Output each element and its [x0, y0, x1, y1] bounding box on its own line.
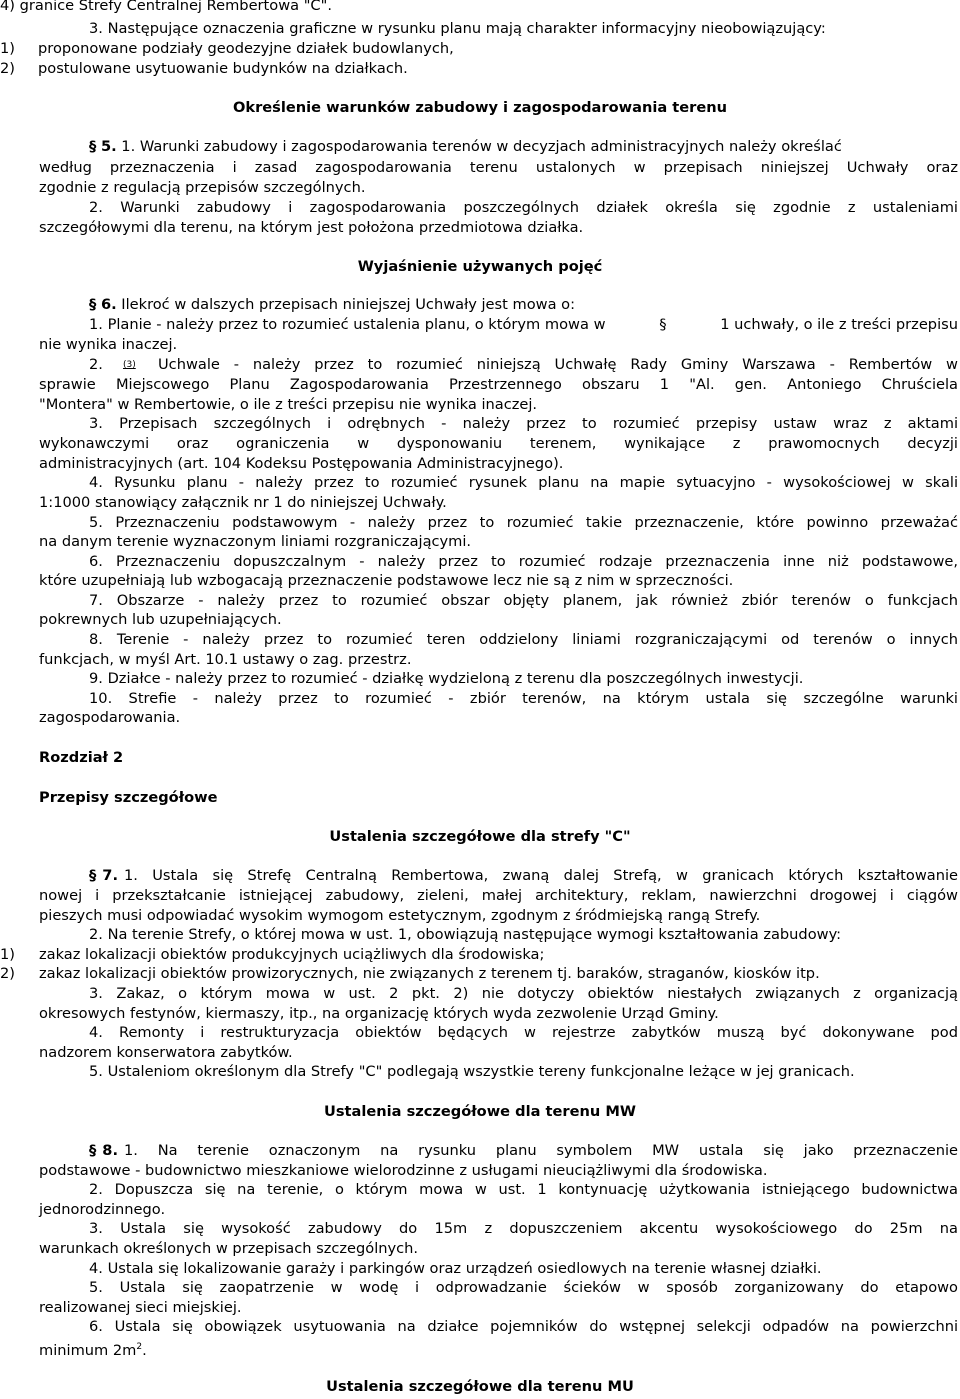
paragraph-number: 6. — [100, 296, 117, 313]
paragraph-line: 6. Przeznaczeniu dopuszczalnym - należy przez to rozumieć rodzaje przeznaczenia inne niż podstawowe, — [89, 553, 958, 570]
paragraph-text: Ilekroć w dalszych przepisach niniejszej Uchwały jest mowa o: — [116, 296, 576, 313]
paragraph-line: 2. Dopuszcza się na terenie, o którym mowa w ust. 1 kontynuację użytkowania istniejącego budownictwa — [89, 1181, 958, 1198]
list-item — [0, 964, 960, 984]
paragraph-line — [89, 1141, 958, 1161]
paragraph-line: szczegółowymi dla terenu, na którym jest położona przedmiotowa działka. — [39, 219, 584, 236]
list-number: 2) — [0, 965, 15, 982]
paragraph-line — [89, 295, 960, 315]
paragraph-line: zgodnie z regulacją przepisów szczególnych. — [39, 179, 366, 196]
paragraph-sign: § — [89, 296, 97, 313]
paragraph-line: 2. Na terenie Strefy, o której mowa w ust. 1, obowiązują następujące wymogi kształtowania zabudowy: — [89, 926, 842, 943]
list-item — [0, 945, 960, 965]
superscript: 2 — [136, 1342, 143, 1352]
paragraph-line: 9. Działce - należy przez to rozumieć - działkę wydzieloną z terenu dla poszczególnych inwestycji. — [89, 670, 804, 687]
paragraph-text: . — [142, 1342, 147, 1359]
paragraph-line: które uzupełniają lub wzbogacają przeznaczenie podstawowe lecz nie są z nim w sprzeczności. — [39, 572, 734, 589]
section-heading: Ustalenia szczegółowe dla terenu MW — [323, 1103, 636, 1120]
definition-text: 1. Planie - należy przez to rozumieć ustalenia planu, o którym mowa w — [89, 316, 606, 333]
paragraph-line: 8. Terenie - należy przez to rozumieć teren oddzielony liniami rozgraniczającymi od terenów o innych — [89, 631, 958, 648]
paragraph-line: 7. Obszarze - należy przez to rozumieć obszar objęty planem, jak również zbiór terenów o funkcjach — [89, 592, 958, 609]
paragraph-line: 3. Ustala się wysokość zabudowy do 15m z dopuszczeniem akcentu wysokościowego do 25m na — [89, 1220, 958, 1237]
paragraph-text: minimum 2m — [39, 1342, 137, 1359]
paragraph-line: 5. Ustaleniom określonym dla Strefy "C" podlegają wszystkie tereny funkcjonalne leżące w jej granicach. — [89, 1063, 855, 1080]
paragraph-number: 5. — [100, 138, 117, 155]
paragraph-line: na danym terenie wyznaczonym liniami rozgraniczającymi. — [39, 533, 472, 550]
list-item-text: 4) granice Strefy Centralnej Rembertowa "C". — [0, 0, 332, 14]
paragraph-sign: § — [89, 1142, 97, 1159]
paragraph-sign: § — [89, 867, 97, 884]
list-item-text: zakaz lokalizacji obiektów produkcyjnych uciążliwych dla środowiska; — [39, 946, 545, 963]
paragraph-line: 4. Remonty i restrukturyzacja obiektów będących w rejestrze zabytków muszą być dokonywane pod — [89, 1024, 958, 1041]
paragraph-line: nowej i przekształcanie istniejącej zabudowy, zieleni, małej architektury, reklam, nawierzchni drogowej i ciągów — [39, 887, 958, 904]
paragraph-line: nadzorem konserwatora zabytków. — [39, 1044, 293, 1061]
paragraph-line: według przeznaczenia i zasad zagospodarowania terenu ustalonych w przepisach niniejszej Uchwały oraz — [39, 159, 958, 176]
list-number: 1) — [0, 946, 15, 963]
paragraph-line: 6. Ustala się obowiązek usytuowania na działce pojemników do wstępnej selekcji odpadów na powierzchni — [89, 1318, 958, 1335]
list-item-text: postulowane usytuowanie budynków na działkach. — [38, 60, 408, 77]
paragraph-line: 5. Przeznaczeniu podstawowym - należy przez to rozumieć takie przeznaczenie, które powinno przeważać — [89, 514, 958, 531]
paragraph-line: pieszych musi odpowiadać wysokim wymogom estetycznym, zgodnym z śródmiejską rangą Strefy. — [39, 907, 761, 924]
footnote-reference-link[interactable]: (3) — [123, 360, 136, 370]
paragraph-line — [89, 866, 958, 886]
paragraph-line — [39, 1337, 960, 1361]
paragraph-line: 3. Następujące oznaczenia graficzne w rysunku planu mają charakter informacyjny nieobowiązujący: — [89, 20, 826, 37]
paragraph-line: 3. Zakaz, o którym mowa w ust. 2 pkt. 2) nie dotyczy obiektów niestałych związanych z organizacją — [89, 985, 958, 1002]
paragraph-line — [89, 315, 958, 335]
paragraph-line — [89, 355, 958, 375]
list-item-text: proponowane podziały geodezyjne działek budowlanych, — [38, 40, 454, 57]
paragraph-line: jednorodzinnego. — [39, 1201, 166, 1218]
paragraph-line: zagospodarowania. — [39, 709, 181, 726]
paragraph-line: 5. Ustala się zaopatrzenie w wodę i odprowadzanie ścieków w sposób zorganizowany do etapowo — [89, 1279, 958, 1296]
section-heading: Określenie warunków zabudowy i zagospodarowania terenu — [232, 99, 728, 116]
list-item — [0, 39, 960, 59]
chapter-title: Przepisy szczegółowe — [39, 789, 218, 806]
paragraph-line: podstawowe - budownictwo mieszkaniowe wielorodzinne z usługami nieuciążliwymi dla środowiska. — [39, 1162, 768, 1179]
paragraph-number: 7. — [102, 867, 118, 884]
list-item — [0, 0, 960, 16]
list-number: 1) — [0, 40, 15, 57]
paragraph-text: 1. Ustala się Strefę Centralną Rembertowa, zwaną dalej Strefą, w granicach których kształtowanie — [124, 867, 958, 884]
section-heading: Ustalenia szczegółowe dla strefy "C" — [329, 828, 631, 845]
chapter-label: Rozdział 2 — [39, 749, 124, 766]
paragraph-line — [89, 137, 958, 157]
paragraph-line: wykonawczymi oraz ograniczenia w dysponowaniu terenem, wynikające z prawomocnych decyzji — [39, 435, 958, 452]
paragraph-line: funkcjach, w myśl Art. 10.1 ustawy o zag. przestrz. — [39, 651, 412, 668]
paragraph-line: realizowanej sieci miejskiej. — [39, 1299, 242, 1316]
paragraph-line: "Montera" w Rembertowie, o ile z treści przepisu nie wynika inaczej. — [39, 396, 538, 413]
paragraph-sign: § — [659, 316, 667, 333]
paragraph-text: 1. Na terenie oznaczonym na rysunku planu symbolem MW ustala się jako przeznaczenie — [124, 1142, 958, 1159]
paragraph-line: 10. Strefie - należy przez to rozumieć - zbiór terenów, na którym ustala się szczególne warunki — [89, 690, 958, 707]
paragraph-line: 4. Rysunku planu - należy przez to rozumieć rysunek planu na mapie sytuacyjno - wysokościowej w skali — [89, 474, 958, 491]
list-item — [0, 59, 960, 79]
paragraph-line: 2. Warunki zabudowy i zagospodarowania poszczególnych działek określa się zgodnie z ustaleniami — [89, 199, 958, 216]
paragraph-number: 8. — [102, 1142, 118, 1159]
definition-number: 2. — [89, 356, 103, 373]
list-item-text: zakaz lokalizacji obiektów prowizorycznych, nie związanych z terenem tj. baraków, straganów, kiosków itp. — [39, 965, 820, 982]
paragraph-line: administracyjnych (art. 104 Kodeksu Postępowania Administracyjnego). — [39, 455, 564, 472]
definition-text: Uchwale - należy przez to rozumieć niniejszą Uchwałę Rady Gminy Warszawa - Rembertów w — [158, 356, 958, 373]
paragraph-text: 1. Warunki zabudowy i zagospodarowania terenów w decyzjach administracyjnych należy określać — [121, 138, 842, 155]
paragraph-line: okresowych festynów, kiermaszy, itp., na organizację których wyda zezwolenie Urząd Gminy. — [39, 1005, 719, 1022]
section-heading: Ustalenia szczegółowe dla terenu MU — [326, 1378, 634, 1395]
paragraph-line: nie wynika inaczej. — [39, 336, 178, 353]
section-heading: Wyjaśnienie używanych pojęć — [357, 258, 603, 275]
list-number: 2) — [0, 60, 15, 77]
paragraph-sign: § — [89, 138, 97, 155]
paragraph-line: 1:1000 stanowiący załącznik nr 1 do niniejszej Uchwały. — [39, 494, 447, 511]
paragraph-line: pokrewnych lub uzupełniających. — [39, 611, 282, 628]
paragraph-line: sprawie Miejscowego Planu Zagospodarowania Przestrzennego obszaru 1 "Al. gen. Antoniego Chruściela — [39, 376, 958, 393]
paragraph-line: 4. Ustala się lokalizowanie garaży i parkingów oraz urządzeń osiedlowych na terenie własnej działki. — [89, 1260, 822, 1277]
definition-text: 1 uchwały, o ile z treści przepisu — [720, 316, 958, 333]
paragraph-line: 3. Przepisach szczególnych i odrębnych - należy przez to rozumieć przepisy ustaw wraz z aktami — [89, 415, 958, 432]
paragraph-line: warunkach określonych w przepisach szczególnych. — [39, 1240, 419, 1257]
